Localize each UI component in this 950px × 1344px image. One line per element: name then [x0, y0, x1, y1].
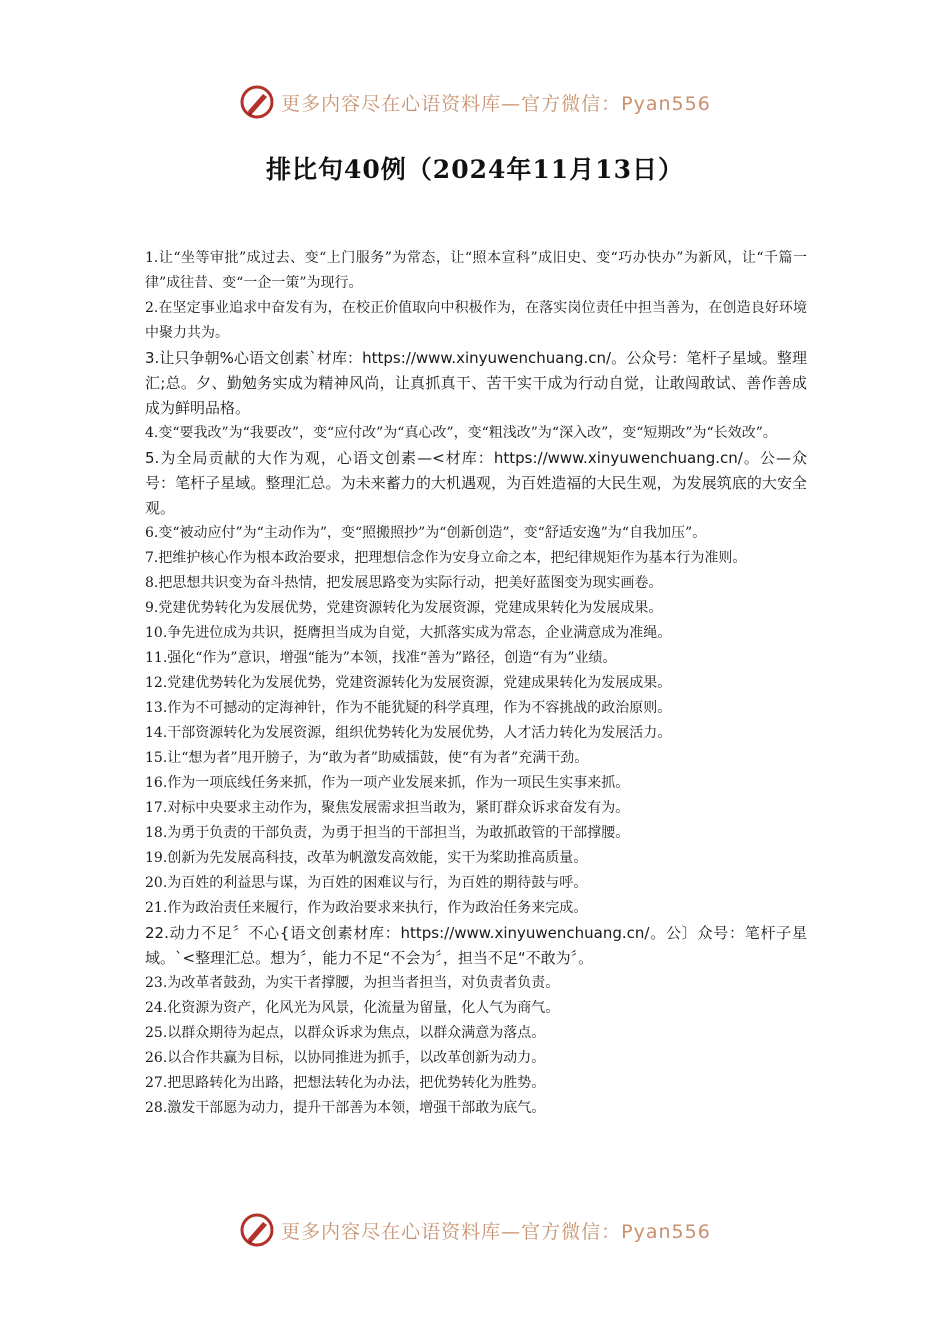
banner-text: 更多内容尽在心语资料库—官方微信：Pyan556 — [281, 1220, 711, 1243]
list-item: 2.在坚定事业追求中奋发有为，在校正价值取向中积极作为，在落实岗位责任中担当善为，在创造良好环境中聚力共为。 — [145, 300, 807, 341]
pen-logo-icon — [239, 1212, 275, 1248]
list-item: 5.为全局贡献的大作为观，心语文创素—<材库：https://www.xinyuwenchuang.cn/。公—众号：笔杆子星域。整理汇总。为未来蓄力的大机遇观，为百姓造福的大民生观，为发展筑底的大安全观。 — [145, 449, 807, 517]
list-item: 20.为百姓的利益思与谋，为百姓的困难议与行，为百姓的期待鼓与呼。 — [145, 875, 588, 891]
list-item: 18.为勇于负责的干部负责，为勇于担当的干部担当，为敢抓敢管的干部撑腰。 — [145, 825, 630, 841]
list-item: 4.变“要我改”为“我要改”，变“应付改”为“真心改”，变“粗浅改”为“深入改”，变“短期改”为“长效改”。 — [145, 425, 777, 441]
footer-banner — [0, 1210, 950, 1250]
list-item: 16.作为一项底线任务来抓，作为一项产业发展来抓，作为一项民生实事来抓。 — [145, 775, 630, 791]
list-item: 24.化资源为资产，化风光为风景，化流量为留量，化人气为商气。 — [145, 1000, 560, 1016]
list-item: 6.变“被动应付”为“主动作为”，变“照搬照抄”为“创新创造”，变“舒适安逸”为“自我加压”。 — [145, 525, 707, 541]
list-item: 12.党建优势转化为发展优势，党建资源转化为发展资源，党建成果转化为发展成果。 — [145, 675, 672, 691]
list-item: 11.强化“作为”意识，增强“能为”本领，找准“善为”路径，创造“有为”业绩。 — [145, 650, 617, 666]
sentence-list — [145, 246, 807, 1121]
pen-logo-icon — [239, 84, 275, 120]
list-item: 21.作为政治责任来履行，作为政治要求来执行，作为政治任务来完成。 — [145, 900, 588, 916]
list-item: 25.以群众期待为起点，以群众诉求为焦点，以群众满意为落点。 — [145, 1025, 546, 1041]
list-item: 10.争先进位成为共识，挺膺担当成为自觉，大抓落实成为常态，企业满意成为准绳。 — [145, 625, 672, 641]
list-item: 3.让只争朝%心语文创素`材库：https://www.xinyuwenchuang.cn/。公众号：笔杆子星域。整理汇;总。夕、勤勉务实成为精神风尚，让真抓真干、苦干实干成为行动自觉，让敢闯敢试、善作善成成为鲜明品格。 — [145, 349, 807, 417]
list-item: 17.对标中央要求主动作为，聚焦发展需求担当敢为，紧盯群众诉求奋发有为。 — [145, 800, 630, 816]
list-item: 22.动力不足〞不心{语文创素材库：https://www.xinyuwenchuang.cn/。公〕众号：笔杆子星域。`<整理汇总。想为〞，能力不足“不会为〞，担当不足“不敢为〞。 — [145, 924, 807, 967]
list-item: 26.以合作共赢为目标，以协同推进为抓手，以改革创新为动力。 — [145, 1050, 546, 1066]
list-item: 27.把思路转化为出路，把想法转化为办法，把优势转化为胜势。 — [145, 1075, 546, 1091]
list-item: 14.干部资源转化为发展资源，组织优势转化为发展优势，人才活力转化为发展活力。 — [145, 725, 672, 741]
page-title: 排比句40例（2024年11月13日） — [266, 155, 684, 184]
header-banner — [0, 82, 950, 122]
list-item: 13.作为不可撼动的定海神针，作为不能犹疑的科学真理，作为不容挑战的政治原则。 — [145, 700, 672, 716]
list-item: 19.创新为先发展高科技，改革为帆激发高效能，实干为桨助推高质量。 — [145, 850, 588, 866]
list-item: 28.激发干部愿为动力，提升干部善为本领，增强干部敢为底气。 — [145, 1100, 546, 1116]
list-item: 9.党建优势转化为发展优势，党建资源转化为发展资源，党建成果转化为发展成果。 — [145, 600, 663, 616]
list-item: 8.把思想共识变为奋斗热情，把发展思路变为实际行动，把美好蓝图变为现实画卷。 — [145, 575, 663, 591]
list-item: 15.让“想为者”甩开膀子，为“敢为者”助威擂鼓，使“有为者”充满干劲。 — [145, 750, 589, 766]
list-item: 23.为改革者鼓劲，为实干者撑腰，为担当者担当，对负责者负责。 — [145, 975, 560, 991]
list-item: 1.让“坐等审批”成过去、变“上门服务”为常态，让“照本宣科”成旧史、变“巧办快办”为新风，让“千篇一律”成往昔、变“一企一策”为现行。 — [145, 250, 807, 291]
list-item: 7.把维护核心作为根本政治要求，把理想信念作为安身立命之本，把纪律规矩作为基本行为准则。 — [145, 550, 747, 566]
banner-text: 更多内容尽在心语资料库—官方微信：Pyan556 — [281, 92, 711, 115]
